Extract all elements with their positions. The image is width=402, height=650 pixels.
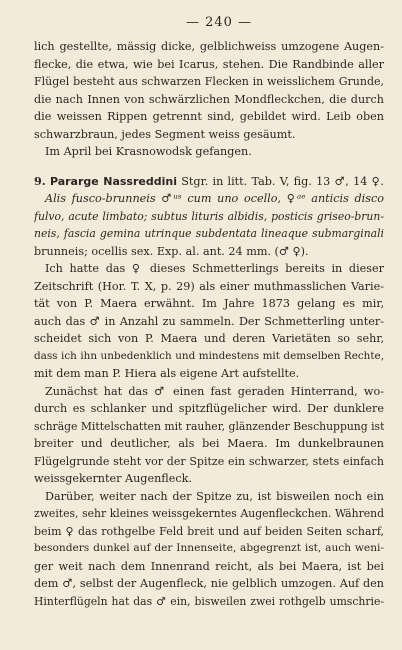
latin-diagnosis <box>34 190 384 260</box>
paragraph-3 <box>34 383 384 488</box>
text-line: Im April bei Krasnowodsk gefangen. <box>45 145 252 158</box>
text-line: beim ♀ das rothgelbe Feld breit und auf beiden Seiten scharf, <box>34 524 384 538</box>
text-line: breiter und deutlicher, als bei Maera. Im dunkelbraunen <box>34 437 384 450</box>
text-line: flecke, die etwa, wie bei Icarus, stehen. Die Randbinde aller <box>34 57 384 71</box>
text-line: neis, fascia gemina utrinque subdentata lineaque submarginali <box>34 227 384 240</box>
text-line: Alis fusco-brunneis ♂ᵘˢ cum uno ocello, ♀ᵃᵉ anticis disco <box>45 192 384 205</box>
page-number: — 240 — <box>185 15 253 30</box>
text-line: brunneis; ocellis sex. Exp. al. ant. 24 mm. (♂ ♀). <box>34 244 309 258</box>
text-line: besonders dunkel auf der Innenseite, abgegrenzt ist, auch weni- <box>34 542 384 554</box>
text-line: schwarzbraun, jedes Segment weiss gesäumt. <box>34 127 296 141</box>
paragraph-2 <box>34 260 384 383</box>
species-citation: Stgr. in litt. Tab. V, fig. 13 ♂, 14 ♀. <box>181 174 384 188</box>
species-heading <box>34 173 384 191</box>
text-line: Flügel besteht aus schwarzen Flecken in weisslichem Grunde, <box>34 75 384 88</box>
text-line: Flügelgrunde steht vor der Spitze ein schwarzer, stets einfach <box>34 454 384 468</box>
text-line: Zeitschrift (Hor. T. X, p. 29) als einer muthmasslichen Varie- <box>34 279 384 293</box>
text-line: durch es schlanker und spitzflügelicher wird. Der dunklere <box>34 402 384 415</box>
paragraph-4 <box>34 488 384 611</box>
text-line: mit dem man P. Hiera als eigene Art aufstellte. <box>34 367 300 380</box>
text-line: lich gestellte, mässig dicke, gelblichweiss umzogene Augen- <box>34 40 384 53</box>
text-line: Zunächst hat das ♂ einen fast geraden Hinterrand, wo- <box>45 384 384 398</box>
text-line: zweites, sehr kleines weissgekerntes Augenfleckchen. Während <box>34 507 384 520</box>
text-line: dass ich ihn unbedenklich und mindestens mit demselben Rechte, <box>34 349 384 362</box>
paragraph-1 <box>34 38 384 161</box>
text-line: dem ♂, selbst der Augenfleck, nie gelblich umzogen. Auf den <box>34 577 384 590</box>
species-name: Pararge Nassreddini <box>49 174 177 188</box>
text-line: die weissen Rippen getrennt sind, gebildet wird. Leib oben <box>34 110 384 123</box>
text-line: Darüber, weiter nach der Spitze zu, ist bisweilen noch ein <box>45 489 384 503</box>
species-number: 9. <box>34 173 46 188</box>
text-line: weissgekernter Augenfleck. <box>34 472 192 485</box>
text-line: ger weit nach dem Innenrand reicht, als bei Maera, ist bei <box>34 559 384 573</box>
text-line: die nach Innen von schwärzlichen Mondfleckchen, die durch <box>34 92 384 106</box>
text-line: schräge Mittelschatten mit rauher, glänzender Beschuppung ist <box>34 419 384 433</box>
text-line: Hinterflügeln hat das ♂ ein, bisweilen zwei rothgelb umschrie- <box>34 594 384 608</box>
text-line: auch das ♂ in Anzahl zu sammeln. Der Schmetterling unter- <box>34 314 384 328</box>
text-line: fulvo, acute limbato; subtus lituris albidis, posticis griseo-brun- <box>34 209 384 223</box>
text-line: tät von P. Maera erwähnt. Im Jahre 1873 gelang es mir, <box>34 297 384 310</box>
text-line: Ich hatte das ♀ dieses Schmetterlings bereits in dieser <box>45 262 384 275</box>
text-line: scheidet sich von P. Maera und deren Varietäten so sehr, <box>34 332 384 345</box>
